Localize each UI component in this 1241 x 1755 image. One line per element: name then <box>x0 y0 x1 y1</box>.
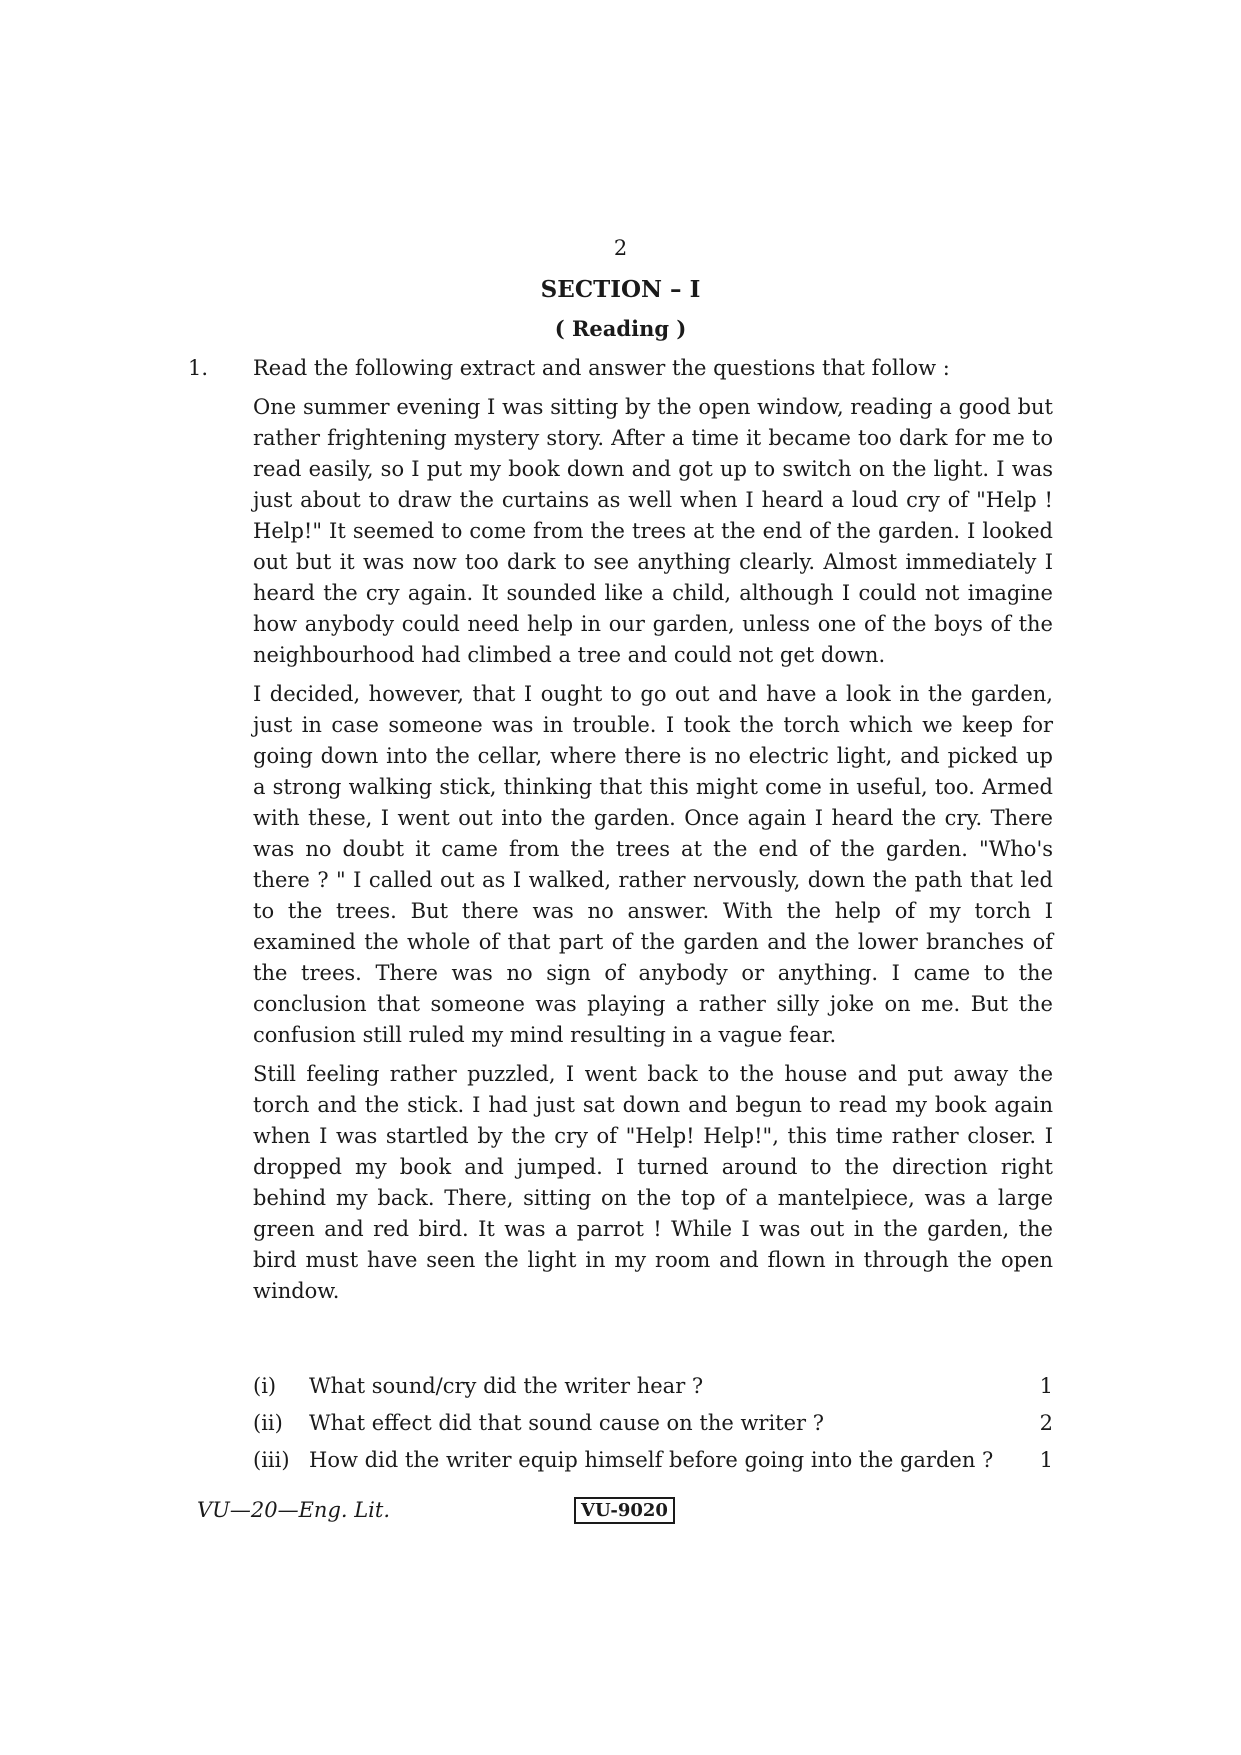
question-number: 1. <box>188 356 209 380</box>
passage-paragraph: Still feeling rather puzzled, I went back to the house and put away the torch and the stick. I had just sat down and begun to read my book again when I was startled by the cry of "Help! Help!", this time rather closer. I dropped my book and jumped. I turned around to the direction right behind my back. There, sitting on the top of a mantelpiece, was a large green and red bird. It was a parrot ! While I was out in the garden, the bird must have seen the light in my room and flown in through the open window. <box>253 1062 1053 1303</box>
sub-question <box>253 1411 1053 1448</box>
sub-question-marks: 2 <box>1039 1411 1053 1435</box>
sub-question-number: (iii) <box>253 1448 290 1472</box>
question-instruction: Read the following extract and answer the questions that follow : <box>253 356 950 380</box>
sub-question <box>253 1374 1053 1411</box>
sub-question-number: (i) <box>253 1374 277 1398</box>
sub-question-text: What sound/cry did the writer hear ? <box>309 1374 704 1398</box>
footer-series-code: VU-9020 <box>574 1497 675 1524</box>
reading-passage <box>253 392 1053 1315</box>
passage-paragraph: One summer evening I was sitting by the open window, reading a good but rather frightening mystery story. After a time it became too dark for me to read easily, so I put my book down and got up to switch on the light. I was just about to draw the curtains as well when I heard a loud cry of "Help ! Help!" It seemed to come from the trees at the end of the garden. I looked out but it was now too dark to see anything clearly. Almost immediately I heard the cry again. It sounded like a child, although I could not imagine how anybody could need help in our garden, unless one of the boys of the neighbourhood had climbed a tree and could not get down. <box>253 395 1053 667</box>
sub-question-marks: 1 <box>1039 1448 1053 1472</box>
sub-question-marks: 1 <box>1039 1374 1053 1398</box>
page-number: 2 <box>613 236 628 260</box>
sub-question-number: (ii) <box>253 1411 283 1435</box>
sub-question-text: What effect did that sound cause on the writer ? <box>309 1411 825 1435</box>
sub-question-list <box>253 1374 1053 1485</box>
section-subtitle: ( Reading ) <box>554 316 687 341</box>
section-title: SECTION – I <box>540 276 701 303</box>
passage-paragraph: I decided, however, that I ought to go out and have a look in the garden, just in case someone was in trouble. I took the torch which we keep for going down into the cellar, where there is no electric light, and picked up a strong walking stick, thinking that this might come in useful, too. Armed with these, I went out into the garden. Once again I heard the cry. There was no doubt it came from the trees at the end of the garden. "Who's there ? " I called out as I walked, rather nervously, down the path that led to the trees. But there was no answer. With the help of my torch I examined the whole of that part of the garden and the lower branches of the trees. There was no sign of anybody or anything. I came to the conclusion that someone was playing a rather silly joke on me. But the confusion still ruled my mind resulting in a vague fear. <box>253 682 1053 1047</box>
sub-question <box>253 1448 1053 1485</box>
footer-paper-code: VU—20—Eng. Lit. <box>197 1498 391 1522</box>
sub-question-text: How did the writer equip himself before going into the garden ? <box>309 1448 994 1472</box>
